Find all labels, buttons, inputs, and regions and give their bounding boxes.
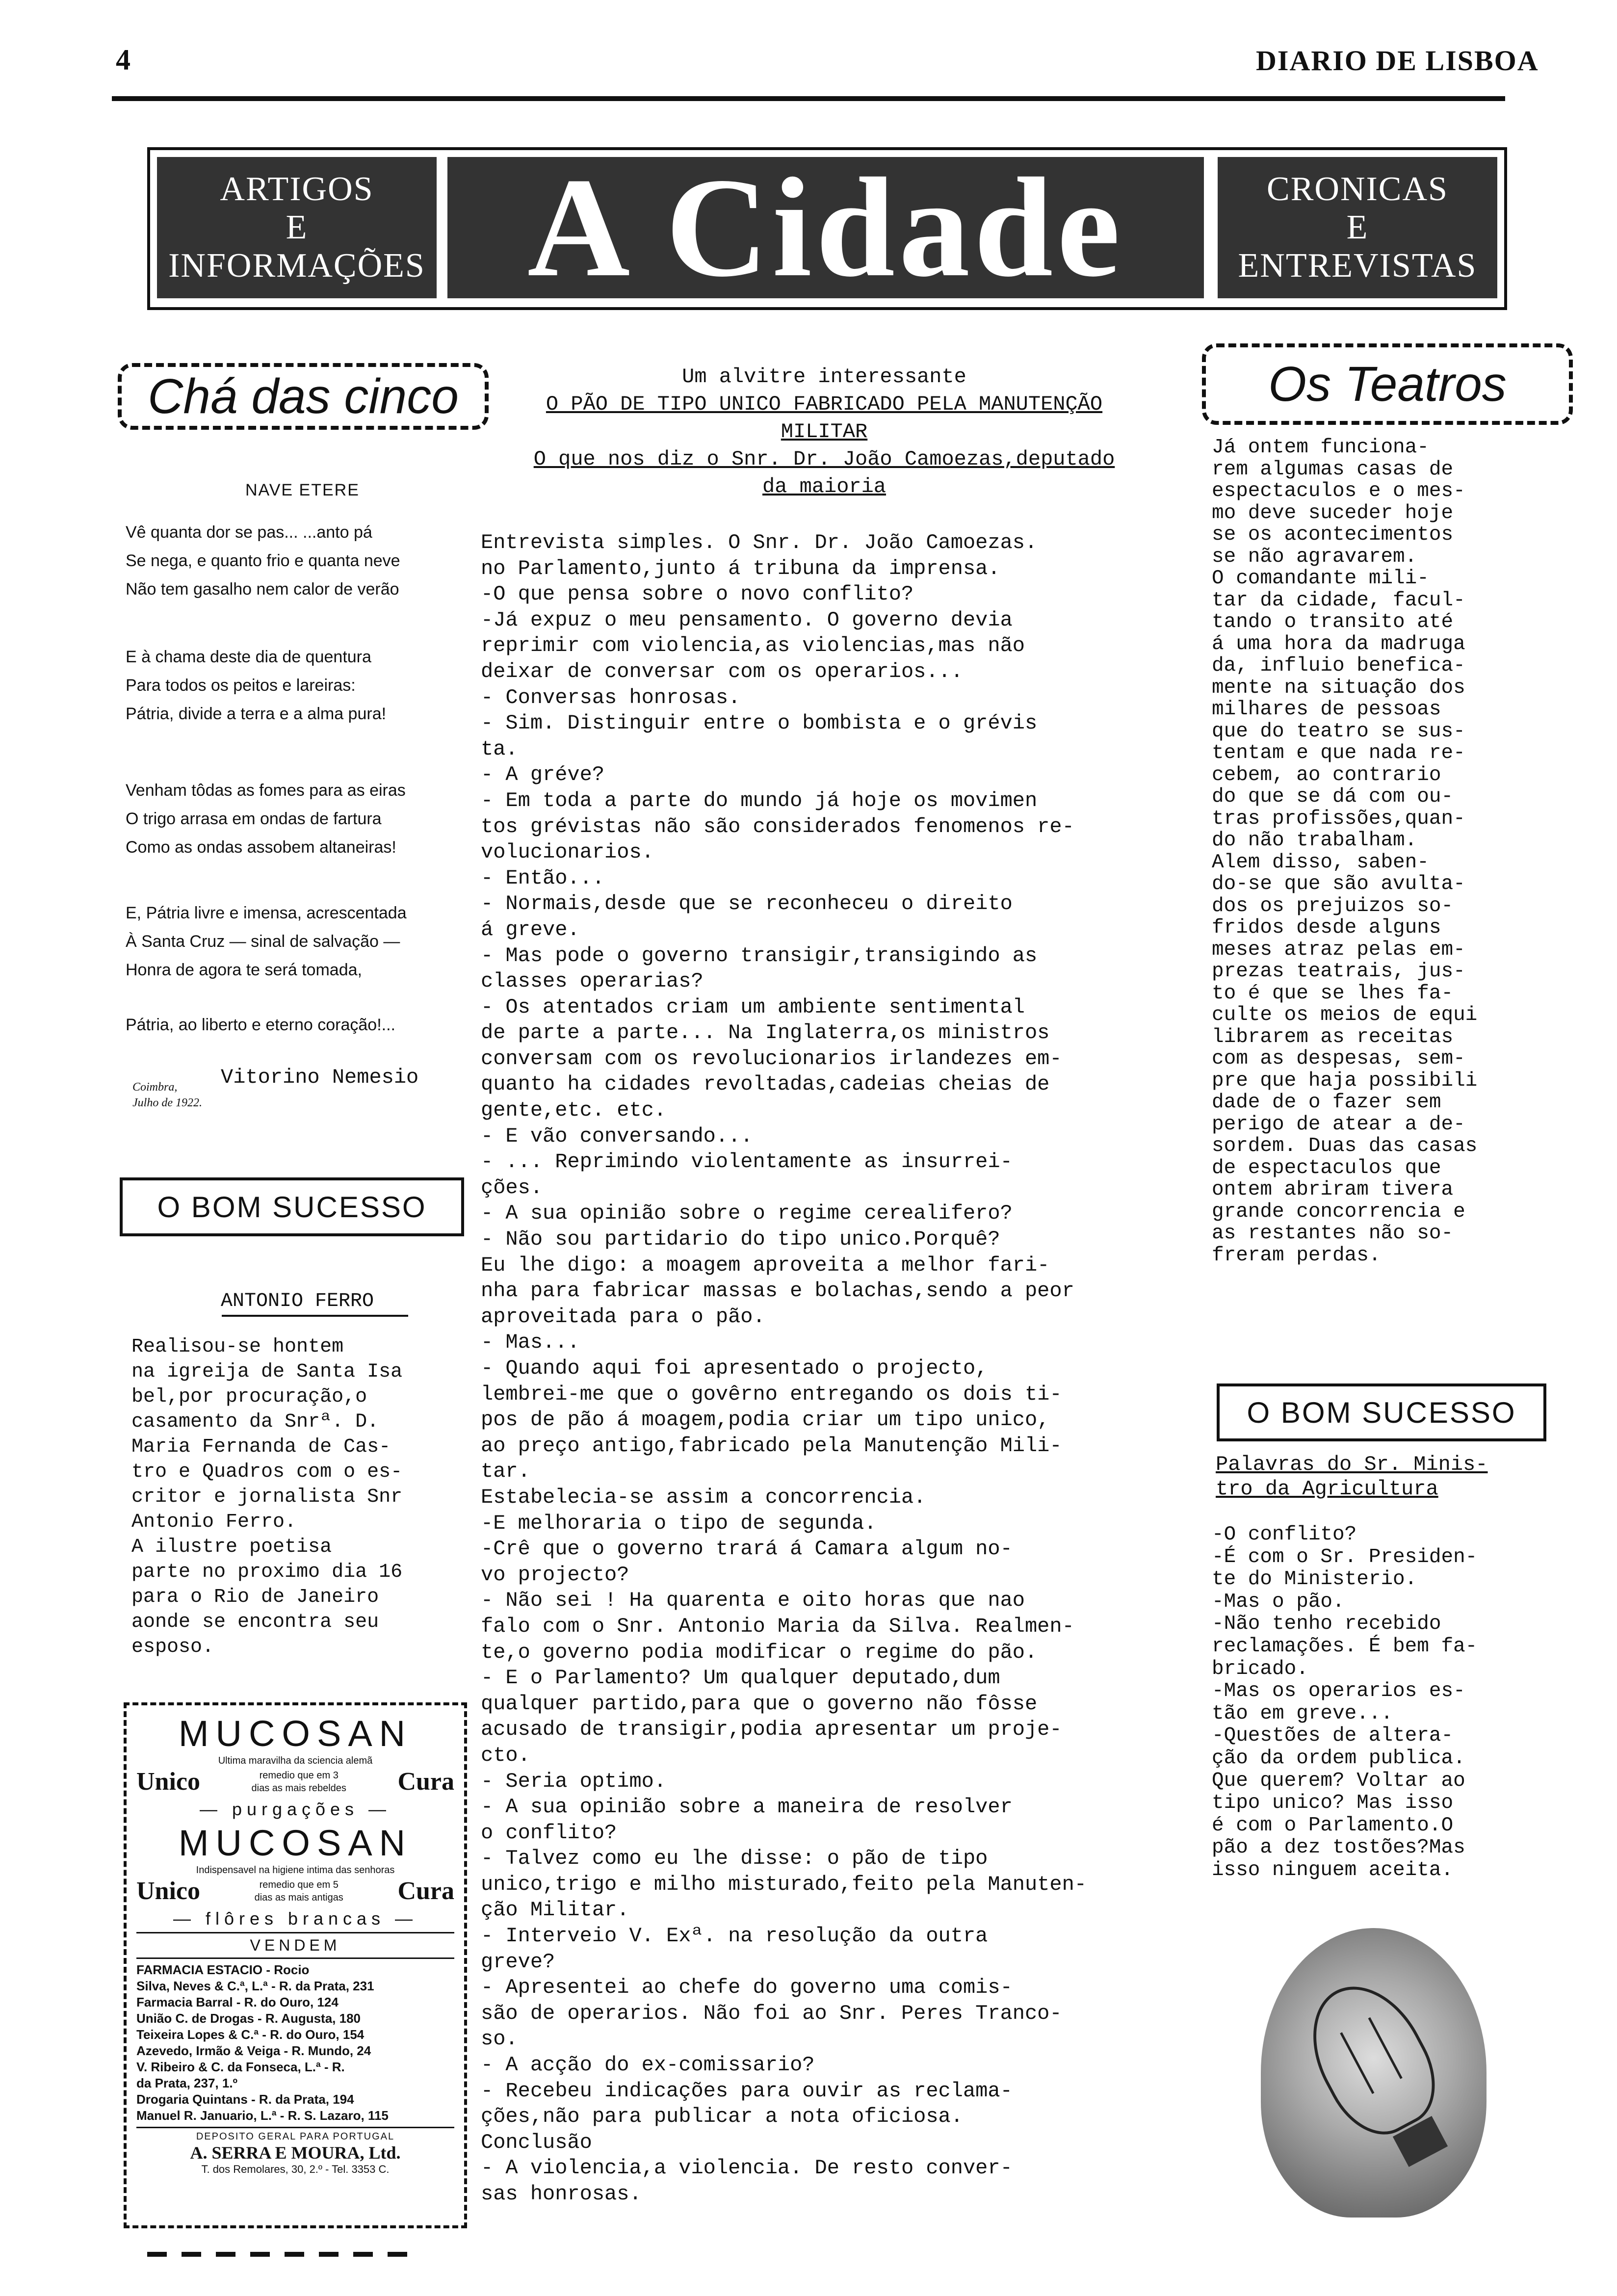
interview-line: unico,trigo e milho misturado,feito pela Manuten- [481, 1872, 1087, 1896]
teatros-line: espectaculos e o mes- [1212, 480, 1465, 502]
ministro-line: -Não tenho recebido [1212, 1613, 1441, 1636]
ministro-line: -Mas o pão. [1212, 1590, 1345, 1613]
interview-line: - Então... [481, 866, 605, 890]
interview-line: - Sim. Distinguir entre o bombista e o grévis [481, 711, 1038, 735]
ad-brand: MUCOSAN [178, 1823, 413, 1863]
teatros-line: tar da cidade, facul- [1212, 589, 1465, 612]
ministro-line: é com o Parlamento.O [1212, 1814, 1454, 1837]
teatros-line: da, influio benefica- [1212, 654, 1465, 677]
interview-line: tar. [481, 1460, 530, 1484]
teatros-line: com as despesas, sem- [1212, 1047, 1465, 1070]
ad-flores: — flôres brancas — [173, 1908, 418, 1929]
interview-line: lembrei-me que o govêrno entregando os dois ti- [481, 1382, 1062, 1406]
interview-line: - ... Reprimindo violentamente as insurrei- [481, 1150, 1013, 1174]
interview-line: sas honrosas. [481, 2182, 642, 2206]
interview-line: aproveitada para o pão. [481, 1305, 765, 1329]
ad-address: T. dos Remolares, 30, 2.º - Tel. 3353 C. [201, 2163, 390, 2175]
headline-line: MILITAR [781, 420, 868, 444]
teatros-line: prezas teatrais, jus- [1212, 960, 1465, 983]
masthead-right-line: CRONICAS [1267, 170, 1448, 208]
interview-line: á greve. [481, 917, 580, 941]
interview-line: te,o governo podia modificar o regime do pão. [481, 1640, 1038, 1664]
teatros-line: freram perdas. [1212, 1244, 1381, 1267]
poem-line: Para todos os peitos e lareiras: [126, 676, 356, 695]
interview-line: -Já expuz o meu pensamento. O governo devia [481, 608, 1013, 632]
teatros-line: que do teatro se sus- [1212, 720, 1465, 743]
ministro-subhead [1216, 1452, 1488, 1501]
article-line: Antonio Ferro. [131, 1511, 297, 1533]
teatros-line: á uma hora da madruga [1212, 632, 1465, 655]
interview-line: volucionarios. [481, 840, 654, 864]
teatros-line: cebem, ao contrario [1212, 763, 1441, 786]
bom-sucesso-header: O BOM SUCESSO [120, 1177, 464, 1236]
interview-line: Conclusão [481, 2130, 592, 2154]
poem-date: Julho de 1922. [132, 1096, 202, 1109]
ministro-line: reclamações. É bem fa- [1212, 1635, 1478, 1658]
interview-line: - Não sei ! Ha quarenta e oito horas que nao [481, 1589, 1025, 1613]
teatros-line: tras profissões,quan- [1212, 807, 1465, 830]
poem-stanza [126, 1011, 395, 1039]
ad-purgacoes: — purgações — [199, 1799, 391, 1819]
ad-sellers-list [136, 1962, 454, 2124]
poem-line: E à chama deste dia de quentura [126, 648, 371, 666]
teatros-line: Alem disso, saben- [1212, 851, 1429, 874]
ad-tagline: Ultima maravilha da sciencia alemã [218, 1755, 373, 1766]
poem-line: Vê quanta dor se pas... ...anto pá [126, 523, 372, 542]
interview-line: são de operarios. Não foi ao Snr. Peres Tranco- [481, 2001, 1062, 2025]
interview-line: ção Militar. [481, 1898, 629, 1922]
interview-line: - A gréve? [481, 763, 605, 787]
interview-line: quanto ha cidades revoltadas,cadeias cheias de [481, 1072, 1050, 1096]
interview-line: - A acção do ex-comissario? [481, 2053, 815, 2077]
teatros-line: rem algumas casas de [1212, 458, 1454, 481]
poem-line: Como as ondas assobem altaneiras! [126, 838, 396, 857]
teatros-line: do não trabalham. [1212, 829, 1417, 852]
interview-line: - Mas... [481, 1331, 580, 1355]
ad-divider [136, 1932, 454, 1933]
ministro-article [1212, 1524, 1536, 1882]
masthead-right-line: E [1346, 209, 1369, 246]
ad-tagline: Indispensavel na higiene intima das senhoras [196, 1865, 395, 1876]
interview-line: pos de pão á moagem,podia criar um tipo unico, [481, 1408, 1050, 1432]
interview-line: nha para fabricar massas e bolachas,sendo a peor [481, 1279, 1074, 1303]
poem-line: Se nega, e quanto frio e quanta neve [126, 551, 400, 570]
teatros-line: dade de o fazer sem [1212, 1091, 1441, 1114]
ad-brand: MUCOSAN [178, 1713, 413, 1754]
article-line: Maria Fernanda de Cas- [131, 1436, 391, 1458]
interview-line: ta. [481, 737, 518, 761]
poem-place: Coimbra, [132, 1081, 178, 1094]
interview-line: tos grévistas não são considerados fenomenos re- [481, 814, 1074, 838]
interview-line: o conflito? [481, 1821, 617, 1845]
header-rule [112, 96, 1505, 101]
interview-line: - Quando aqui foi apresentado o projecto, [481, 1357, 988, 1380]
masthead-left-line: E [286, 209, 308, 246]
teatros-line: se não agravarem. [1212, 545, 1417, 568]
headline-line: Um alvitre interessante [682, 365, 966, 389]
interview-line: - Apresentei ao chefe do governo uma comis- [481, 1976, 1013, 2000]
article-author: ANTONIO FERRO [221, 1290, 374, 1312]
ad-seller: da Prata, 237, 1.º [136, 2076, 238, 2090]
masthead-title: A Cidade [527, 149, 1124, 306]
article-line: na igreija de Santa Isa [131, 1361, 403, 1383]
interview-line: - Os atentados criam um ambiente sentimental [481, 995, 1025, 1019]
teatros-line: se os acontecimentos [1212, 523, 1454, 546]
teatros-line: to é que se lhes fa- [1212, 982, 1454, 1005]
page-number: 4 [116, 44, 130, 76]
poem-author: Vitorino Nemesio [221, 1066, 419, 1089]
teatros-line: tentam e que nada re- [1212, 742, 1465, 764]
ministro-line: isso ninguem aceita. [1212, 1858, 1454, 1881]
ministro-line: -O conflito? [1212, 1523, 1357, 1546]
teatros-line: culte os meios de equi [1212, 1004, 1478, 1026]
teatros-line: grande concorrencia e [1212, 1200, 1465, 1223]
article-line: Realisou-se hontem [131, 1336, 344, 1358]
article-line: esposo. [131, 1636, 214, 1658]
ad-unico: Unico [136, 1877, 200, 1905]
teatros-line: do que se dá com ou- [1212, 785, 1454, 808]
interview-line: ções,não para publicar a nota oficiosa. [481, 2105, 963, 2129]
ministro-line: te do Ministerio. [1212, 1568, 1417, 1591]
interview-line: -E melhoraria o tipo de segunda. [481, 1511, 877, 1535]
ad-vendem: VENDEM [250, 1936, 341, 1954]
poem-stanza [126, 899, 407, 984]
bom-sucesso-article [131, 1334, 470, 1660]
ad-cura: Cura [397, 1768, 454, 1796]
headline-line: da maioria [762, 475, 887, 498]
ministro-line: -É com o Sr. Presiden- [1212, 1545, 1478, 1568]
ad-firm: A. SERRA E MOURA, Ltd. [190, 2143, 401, 2163]
ad-divider [136, 2127, 454, 2128]
article-line: A ilustre poetisa [131, 1536, 332, 1558]
interview-line: vo projecto? [481, 1563, 629, 1587]
ad-seller: Silva, Neves & C.ª, L.ª - R. da Prata, 231 [136, 1979, 374, 1993]
ad-note: remedio que em 5 dias as mais antigas [254, 1879, 343, 1903]
ad-seller: V. Ribeiro & C. da Fonseca, L.ª - R. [136, 2060, 345, 2074]
interview-line: - Seria optimo. [481, 1769, 667, 1793]
teatros-article [1212, 437, 1536, 1266]
ad-seller: União C. de Drogas - R. Augusta, 180 [136, 2011, 361, 2026]
ministro-line: -Questões de altera- [1212, 1724, 1454, 1748]
newspaper-name: DIARIO DE LISBOA [1256, 45, 1539, 77]
poem-line: Pátria, divide a terra e a alma pura! [126, 704, 387, 723]
teatros-line: do-se que são avulta- [1212, 873, 1465, 895]
ministro-line: Que querem? Voltar ao [1212, 1769, 1465, 1792]
interview-line: Entrevista simples. O Snr. Dr. João Camoezas. [481, 531, 1038, 554]
masthead [147, 147, 1507, 310]
poem-line: E, Pátria livre e imensa, acrescentada [126, 904, 407, 922]
teatros-line: sordem. Duas das casas [1212, 1135, 1478, 1157]
ad-seller: Farmacia Barral - R. do Ouro, 124 [136, 1995, 339, 2009]
ministro-line: pão a dez tostões?Mas [1212, 1836, 1465, 1859]
interview-line: so. [481, 2027, 518, 2051]
headline-line: O que nos diz o Snr. Dr. João Camoezas,deputado [533, 447, 1115, 471]
cha-das-cinco-header [118, 363, 489, 430]
teatros-line: O comandante mili- [1212, 567, 1429, 590]
poem-line: O trigo arrasa em ondas de fartura [126, 809, 382, 828]
interview-line: - Em toda a parte do mundo já hoje os movimen [481, 788, 1038, 812]
teatros-line: tando o transito até [1212, 611, 1454, 633]
ad-divider [136, 1957, 454, 1959]
interview-line: ções. [481, 1175, 543, 1200]
poem-stanza [126, 643, 386, 728]
poem-line: À Santa Cruz — sinal de salvação — [126, 932, 400, 951]
interview-line: conversam com os revolucionarios irlandezes em- [481, 1046, 1062, 1070]
interview-line: -O que pensa sobre o novo conflito? [481, 582, 914, 606]
interview-line: cto. [481, 1743, 530, 1767]
ministro-line: ção da ordem publica. [1212, 1747, 1465, 1770]
interview-line: - A sua opinião sobre o regime cerealifero? [481, 1201, 1013, 1226]
interview-line: no Parlamento,junto á tribuna da imprensa. [481, 556, 1000, 580]
interview-line: falo com o Snr. Antonio Maria da Silva. Realmen- [481, 1614, 1074, 1638]
interview-line: - Recebeu indicações para ouvir as reclama- [481, 2079, 1013, 2103]
article-line: critor e jornalista Snr [131, 1486, 403, 1508]
interview-headline [481, 363, 1168, 500]
poem-line: Honra de agora te será tomada, [126, 961, 362, 979]
subhead-line: Palavras do Sr. Minis- [1216, 1453, 1488, 1476]
article-line: para o Rio de Janeiro [131, 1586, 379, 1608]
headline-line: O PÃO DE TIPO UNICO FABRICADO PELA MANUTENÇÃO [546, 392, 1103, 416]
interview-line: - E o Parlamento? Um qualquer deputado,dum [481, 1666, 1000, 1690]
ad-deposit: DEPOSITO GERAL PARA PORTUGAL [196, 2131, 395, 2142]
ad-cure-row [136, 1877, 454, 1905]
teatros-line: mo deve suceder hoje [1212, 501, 1454, 524]
teatros-line: mente na situação dos [1212, 676, 1465, 699]
interview-line: qualquer partido,para que o governo não fôsse [481, 1692, 1038, 1716]
poem-line: Não tem gasalho nem calor de verão [126, 580, 399, 599]
section-title: Os Teatros [1268, 356, 1507, 412]
subhead-line: tro da Agricultura [1216, 1477, 1438, 1501]
interview-line: deixar de conversar com os operarios... [481, 659, 963, 683]
interview-line: reprimir com violencia,as violencias,mas não [481, 634, 1025, 658]
interview-line: - Não sou partidario do tipo unico.Porquê? [481, 1227, 1000, 1252]
poem-line: Venham tôdas as fomes para as eiras [126, 781, 406, 800]
teatros-line: milhares de pessoas [1212, 698, 1441, 721]
article-line: casamento da Snrª. D. [131, 1411, 379, 1433]
interview-line: greve? [481, 1950, 555, 1974]
ad-cure-row [136, 1767, 454, 1796]
interview-line: - Interveio V. Exª. na resolução da outra [481, 1924, 988, 1948]
teatros-line: fridos desde alguns [1212, 916, 1441, 939]
article-line: bel,por procuração,o [131, 1386, 367, 1408]
teatros-line: dos os prejuizos so- [1212, 894, 1454, 917]
masthead-left-panel [157, 157, 437, 298]
masthead-right-line: ENTREVISTAS [1238, 247, 1477, 285]
mucosan-advertisement [124, 1702, 467, 2228]
interview-line: Estabelecia-se assim a concorrencia. [481, 1485, 926, 1509]
teatros-line: librarem as receitas [1212, 1025, 1454, 1048]
interview-line: - A violencia,a violencia. De resto conver- [481, 2156, 1013, 2180]
poem-line: Pátria, ao liberto e eterno coração!... [126, 1016, 395, 1034]
interview-line: classes operarias? [481, 969, 704, 993]
author-underline [222, 1315, 408, 1317]
interview-line: - E vão conversando... [481, 1124, 753, 1148]
interview-line: -Crê que o governo trará á Camara algum no- [481, 1537, 1013, 1561]
teatros-line: as restantes não so- [1212, 1222, 1454, 1245]
teatros-line: ontem abriram tivera [1212, 1178, 1454, 1201]
interview-line: gente,etc. etc. [481, 1098, 667, 1122]
poem-title: NAVE ETERE [245, 481, 360, 499]
masthead-left-line: INFORMAÇÕES [168, 247, 425, 285]
section-title: Chá das cinco [148, 368, 459, 424]
ad-seller: Drogaria Quintans - R. da Prata, 194 [136, 2092, 354, 2107]
teatros-line: pre que haja possibili [1212, 1069, 1478, 1092]
ad-unico: Unico [136, 1768, 200, 1796]
interview-line: - Conversas honrosas. [481, 685, 741, 709]
masthead-center-panel [447, 149, 1204, 306]
teatros-line: meses atraz pelas em- [1212, 938, 1465, 961]
teatros-line: Já ontem funciona- [1212, 436, 1429, 459]
os-teatros-header [1202, 343, 1573, 425]
masthead-right-panel [1218, 157, 1497, 298]
interview-line: acusado de transigir,podia apresentar um proje- [481, 1718, 1062, 1742]
ministro-line: tão em greve... [1212, 1702, 1393, 1725]
interview-line: - Normais,desde que se reconheceu o direito [481, 892, 1013, 916]
bom-sucesso-header: O BOM SUCESSO [1217, 1383, 1546, 1441]
bottom-rule [147, 2252, 422, 2257]
ministro-line: -Mas os operarios es- [1212, 1680, 1465, 1703]
ad-note: remedio que em 3 dias as mais rebeldes [251, 1770, 346, 1794]
interview-line: Eu lhe digo: a moagem aproveita a melhor fari- [481, 1253, 1050, 1277]
interview-line: - A sua opinião sobre a maneira de resolver [481, 1795, 1013, 1819]
ministro-line: tipo unico? Mas isso [1212, 1792, 1454, 1815]
ad-cura: Cura [397, 1877, 454, 1905]
interview-line: de parte a parte... Na Inglaterra,os ministros [481, 1021, 1050, 1045]
interview-body [481, 530, 1197, 2207]
masthead-left-line: ARTIGOS [220, 170, 374, 208]
interview-line: - Mas pode o governo transigir,transigindo as [481, 943, 1038, 967]
ad-seller: Azevedo, Irmão & Veiga - R. Mundo, 24 [136, 2043, 371, 2058]
poem-dateline [132, 1079, 202, 1111]
ministro-line: bricado. [1212, 1657, 1308, 1680]
teatros-line: de espectaculos que [1212, 1156, 1441, 1179]
ad-seller: Teixeira Lopes & C.ª - R. do Ouro, 154 [136, 2027, 365, 2042]
article-line: tro e Quadros com o es- [131, 1461, 403, 1483]
article-line: parte no proximo dia 16 [131, 1561, 403, 1583]
interview-line: - Talvez como eu lhe disse: o pão de tipo [481, 1847, 988, 1871]
poem-stanza [126, 776, 406, 861]
teatros-line: perigo de atear a de- [1212, 1113, 1465, 1136]
ad-seller: Manuel R. Januario, L.ª - R. S. Lazaro, 115 [136, 2108, 389, 2123]
article-line: aonde se encontra seu [131, 1611, 379, 1633]
interview-line: ao preço antigo,fabricado pela Manutenção Mili- [481, 1434, 1062, 1458]
poem-stanza [126, 518, 400, 603]
ad-seller: FARMACIA ESTACIO - Rocio [136, 1962, 310, 1977]
